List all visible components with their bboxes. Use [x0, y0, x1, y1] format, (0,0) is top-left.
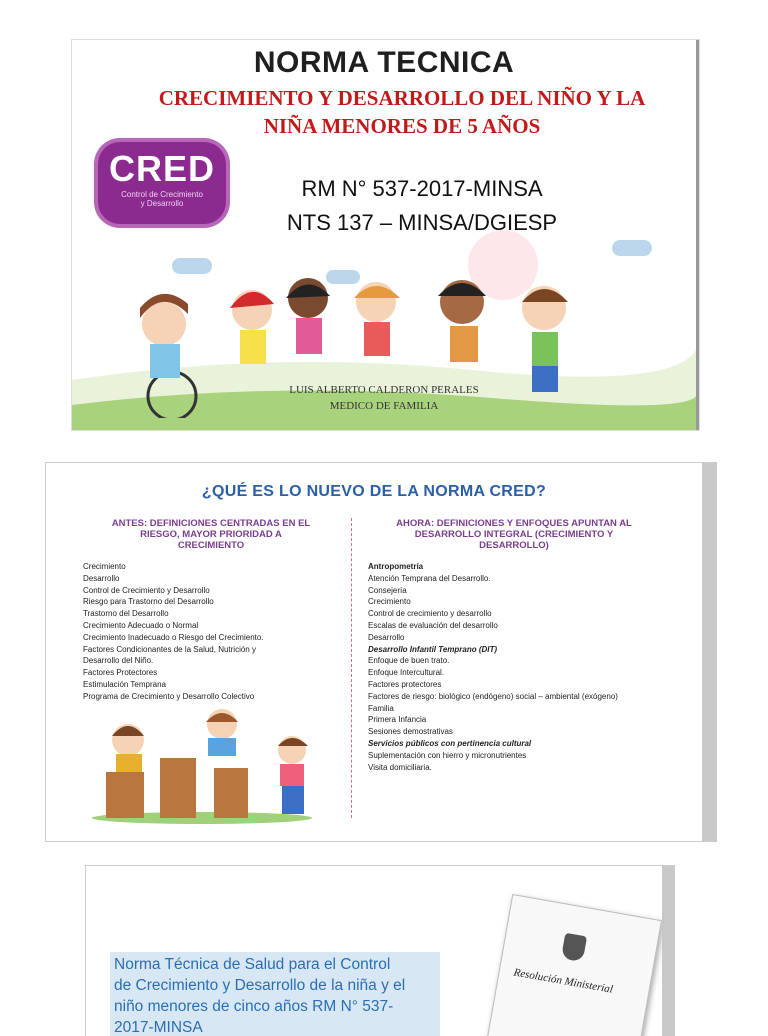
list-item: Trastorno del Desarrollo [83, 609, 169, 619]
list-item: Crecimiento Inadecuado o Riesgo del Crecimiento. [83, 632, 264, 642]
list-item: Escalas de evaluación del desarrollo [368, 620, 498, 630]
logo-tagline: y Desarrollo [140, 199, 184, 208]
subtitle-line: CRECIMIENTO Y DESARROLLO DEL NIÑO Y LA [158, 86, 646, 110]
author-credit [72, 382, 696, 414]
header-line: ANTES: DEFINICIONES CENTRADAS EN EL [111, 518, 311, 529]
resolution-document-image [486, 894, 662, 1036]
list-item: Desarrollo [368, 632, 405, 642]
text-line: 2017-MINSA [114, 1019, 203, 1036]
list-item: Primera Infancia [368, 715, 427, 725]
list-item: Factores Condicionantes de la Salud, Nutrición y [83, 644, 256, 654]
left-definitions-list [83, 561, 264, 703]
header-line: AHORA: DEFINICIONES Y ENFOQUES APUNTAN AL [396, 518, 632, 529]
list-item: Crecimiento Adecuado o Normal [83, 620, 199, 630]
list-item: Factores de riesgo: biológico (endógeno) social – ambiental (exógeno) [368, 691, 618, 701]
list-item: Control de crecimiento y desarrollo [368, 609, 492, 619]
header-line: CRECIMIENTO [177, 540, 245, 551]
norma-slide [86, 866, 674, 1036]
list-item: Factores Protectores [83, 668, 158, 678]
cover-slide [72, 40, 699, 430]
column-divider [351, 518, 352, 818]
subtitle [132, 84, 672, 140]
right-definitions-list [368, 561, 618, 773]
text-line: Norma Técnica de Salud para el Control [114, 956, 391, 973]
list-item: Crecimiento [368, 597, 411, 607]
list-item: Desarrollo [83, 573, 120, 583]
rm-number: RM N° 537-2017-MINSA [301, 176, 543, 201]
left-column-header [76, 518, 346, 551]
author-name: LUIS ALBERTO CALDERON PERALES [289, 384, 479, 396]
page-title: NORMA TECNICA [253, 46, 515, 79]
list-item: Enfoque Intercultural. [368, 668, 445, 678]
cred-logo [98, 142, 226, 224]
list-item: Estimulación Temprana [83, 679, 167, 689]
header-line: RIESGO, MAYOR PRIORIDAD A [140, 529, 282, 540]
list-item: Familia [368, 703, 394, 713]
list-item: Factores protectores [368, 679, 442, 689]
author-role: MEDICO DE FAMILIA [329, 400, 439, 412]
logo-tagline: Control de Crecimiento [121, 190, 203, 199]
list-item: Atención Temprana del Desarrollo. [368, 573, 491, 583]
list-item: Crecimiento [83, 562, 126, 571]
children-on-blocks-illustration [82, 708, 322, 826]
document-title: Resolución Ministerial [512, 966, 614, 996]
text-line: de Crecimiento y Desarrollo de la niña y el [114, 977, 406, 994]
header-line: DESARROLLO INTEGRAL (CRECIMIENTO Y [414, 529, 614, 540]
list-item: Antropometría [368, 562, 424, 571]
nts-number: NTS 137 – MINSA/DGIESP [286, 210, 558, 235]
coat-of-arms-icon [561, 933, 587, 962]
list-item: Sesiones demostrativas [368, 727, 453, 737]
text-line: niño menores de cinco años RM N° 537- [114, 998, 394, 1015]
list-item: Control de Crecimiento y Desarrollo [83, 585, 210, 595]
list-item: Programa de Crecimiento y Desarrollo Colectivo [83, 691, 255, 701]
list-item: Desarrollo Infantil Temprano (DIT) [368, 644, 498, 654]
slide-title: ¿QUÉ ES LO NUEVO DE LA NORMA CRED? [201, 483, 547, 500]
logo-text: CRED [108, 148, 215, 189]
list-item: Visita domiciliaria. [368, 762, 432, 772]
list-item: Consejería [368, 585, 407, 595]
list-item: Servicios públicos con pertinencia cultural [368, 738, 532, 748]
comparison-slide [46, 463, 716, 841]
header-line: DESARROLLO) [479, 540, 549, 551]
list-item: Enfoque de buen trato. [368, 656, 450, 666]
resolution-info [272, 172, 572, 240]
right-column-header [364, 518, 664, 551]
subtitle-line: NIÑA MENORES DE 5 AÑOS [263, 114, 541, 138]
list-item: Desarrollo del Niño. [83, 656, 154, 666]
list-item: Riesgo para Trastorno del Desarrollo [83, 597, 214, 607]
cloud-decoration [612, 240, 652, 256]
norma-description [110, 952, 440, 1036]
list-item: Suplementación con hierro y micronutrientes [368, 750, 527, 760]
